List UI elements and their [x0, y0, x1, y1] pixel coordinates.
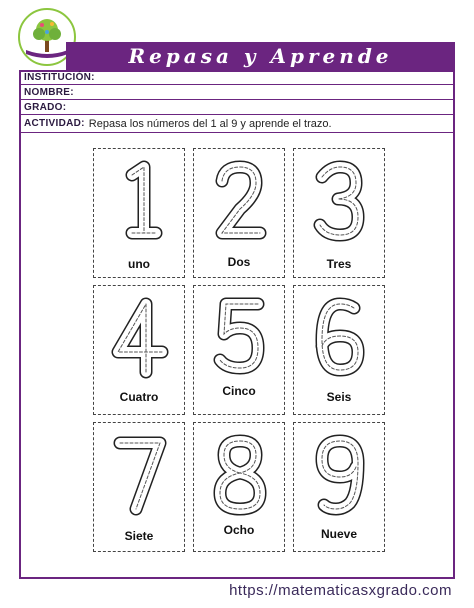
actividad-text: Repasa los números del 1 al 9 y aprende el trazo. — [88, 117, 332, 130]
number-card-5 — [193, 285, 285, 415]
number-6-trace — [310, 296, 370, 382]
grado-field[interactable] — [19, 100, 455, 115]
number-5-trace — [210, 296, 270, 382]
number-word-7: Siete — [124, 529, 154, 543]
actividad-label: ACTIVIDAD: — [24, 118, 85, 129]
number-word-6: Seis — [326, 390, 352, 404]
number-word-2: Dos — [227, 255, 251, 269]
number-word-8: Ocho — [223, 523, 255, 537]
number-word-9: Nueve — [320, 527, 358, 541]
website-url[interactable]: https://matematicasxgrado.com — [229, 582, 452, 599]
number-word-1: uno — [128, 257, 150, 271]
number-card-4 — [93, 285, 185, 415]
number-7-trace — [110, 433, 170, 519]
number-card-1 — [93, 148, 185, 278]
number-1-trace — [110, 159, 170, 245]
header-banner — [66, 42, 455, 70]
number-card-2 — [193, 148, 285, 278]
number-9-trace — [310, 433, 370, 519]
number-word-3: Tres — [326, 257, 352, 271]
page-title: Repasa y Aprende — [128, 44, 393, 68]
number-card-7 — [93, 422, 185, 552]
number-card-3 — [293, 148, 385, 278]
nombre-label: NOMBRE: — [24, 86, 74, 98]
worksheet-fields — [19, 70, 455, 133]
number-4-trace — [110, 296, 170, 382]
number-cards-grid — [93, 148, 388, 553]
number-2-trace — [210, 159, 270, 245]
grado-label: GRADO: — [24, 101, 67, 113]
nombre-field[interactable] — [19, 85, 455, 100]
number-card-9 — [293, 422, 385, 552]
number-card-8 — [193, 422, 285, 552]
number-3-trace — [310, 159, 370, 245]
number-word-4: Cuatro — [119, 390, 159, 404]
institucion-field[interactable] — [19, 70, 455, 85]
number-word-5: Cinco — [222, 384, 256, 398]
institucion-label: INSTITUCIÓN: — [24, 71, 95, 83]
number-8-trace — [210, 433, 270, 519]
number-card-6 — [293, 285, 385, 415]
actividad-field — [19, 115, 455, 133]
